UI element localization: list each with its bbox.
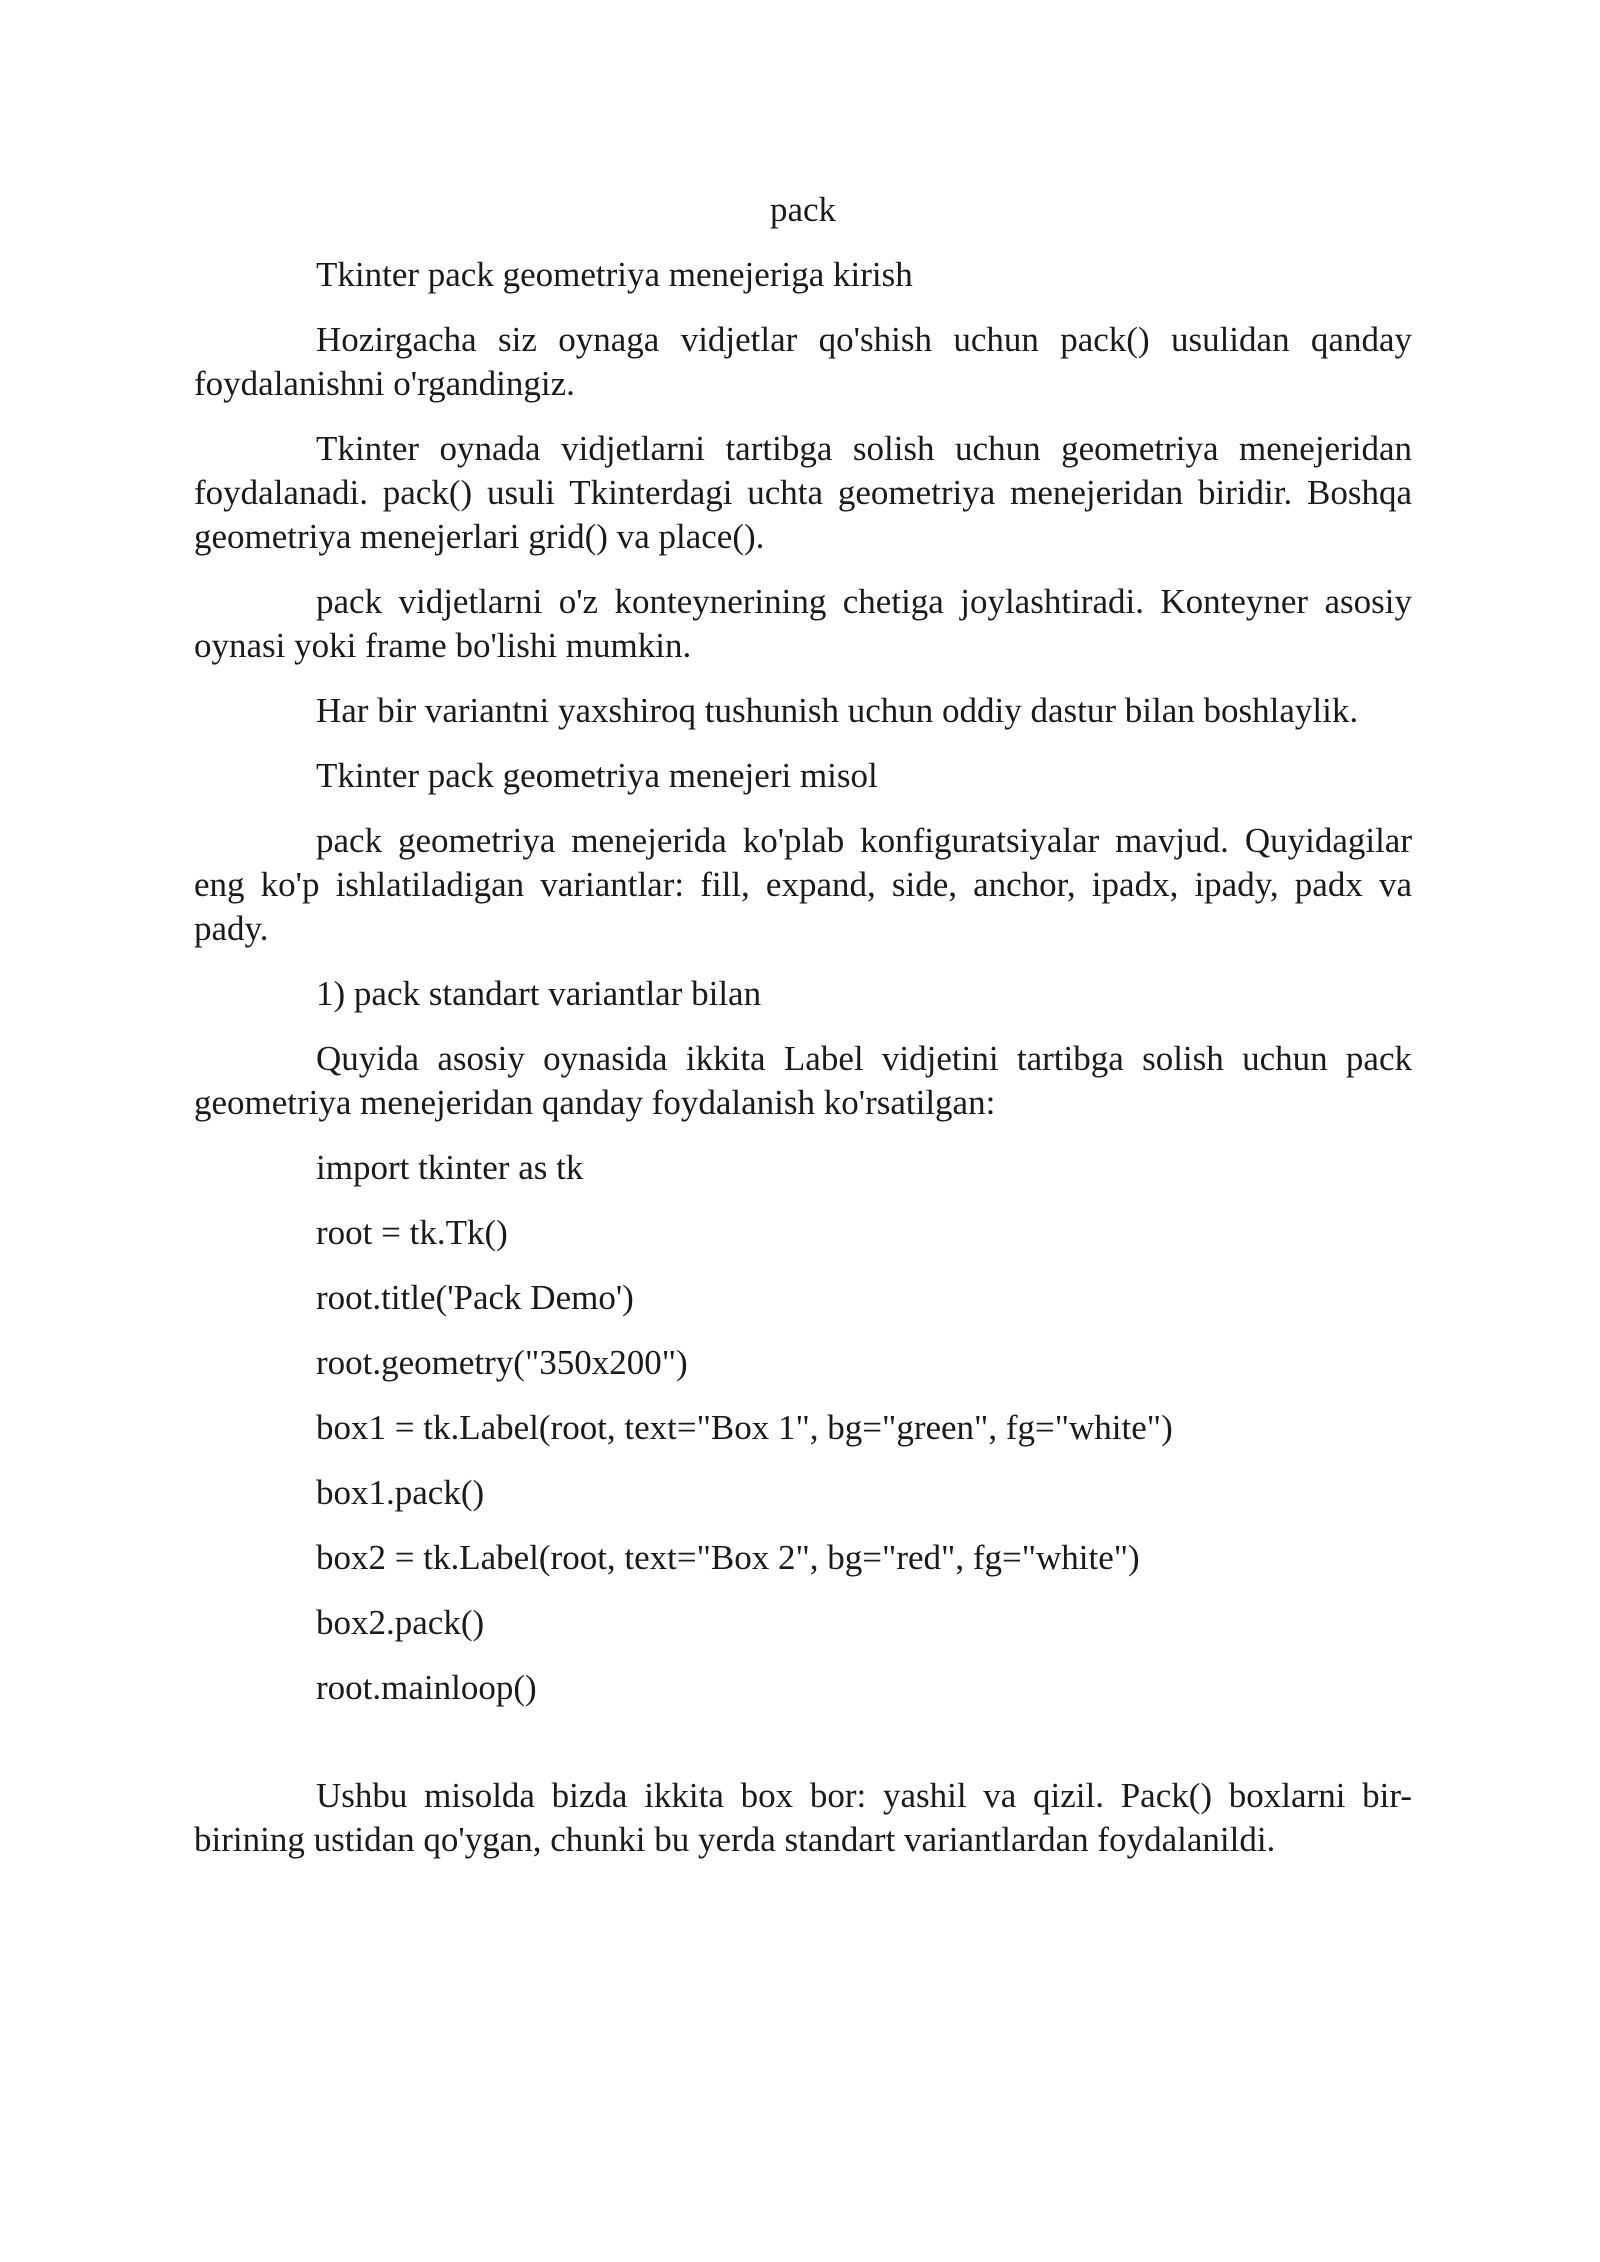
code-line: root = tk.Tk() [316,1213,508,1252]
code-line: box2 = tk.Label(root, text="Box 2", bg="red", fg="white") [316,1538,1140,1577]
document-title: pack [769,190,837,229]
paragraph-5: pack geometriya menejerida ko'plab konfiguratsiyalar mavjud. Quyidagilar eng ko'p ishlatiladigan variantlar: fill, expand, side, anchor, ipadx, ipady, padx va pady. [194,821,1412,948]
section-heading-default-options: 1) pack standart variantlar bilan [316,974,762,1013]
code-line: root.geometry("350x200") [316,1343,688,1382]
section-heading-example: Tkinter pack geometriya menejeri misol [316,756,878,795]
document-page [194,188,1412,1883]
code-line: import tkinter as tk [316,1148,584,1187]
blank-line [194,1731,1412,1774]
paragraph-4: Har bir variantni yaxshiroq tushunish uchun oddiy dastur bilan boshlaylik. [316,691,1359,730]
code-line: box1.pack() [316,1473,485,1512]
paragraph-1: Hozirgacha siz oynaga vidjetlar qo'shish uchun pack() usulidan qanday foydalanishni o'rgandingiz. [194,320,1412,403]
paragraph-6: Quyida asosiy oynasida ikkita Label vidjetini tartibga solish uchun pack geometriya menejeridan qanday foydalanish ko'rsatilgan: [194,1039,1412,1122]
code-line: root.title('Pack Demo') [316,1278,634,1317]
code-block [194,1146,1412,1710]
paragraph-3: pack vidjetlarni o'z konteynerining chetiga joylashtiradi. Konteyner asosiy oynasi yoki frame bo'lishi mumkin. [194,582,1412,665]
paragraph-2: Tkinter oynada vidjetlarni tartibga solish uchun geometriya menejeridan foydalanadi. pack() usuli Tkinterdagi uchta geometriya menejeridan biridir. Boshqa geometriya menejerlari grid() va place(). [194,429,1412,556]
section-heading-intro: Tkinter pack geometriya menejeriga kirish [316,255,913,294]
code-line: box2.pack() [316,1603,485,1642]
paragraph-7: Ushbu misolda bizda ikkita box bor: yashil va qizil. Pack() boxlarni bir-birining ustidan qo'ygan, chunki bu yerda standart variantlardan foydalanildi. [194,1776,1412,1859]
code-line: root.mainloop() [316,1668,537,1707]
code-line: box1 = tk.Label(root, text="Box 1", bg="green", fg="white") [316,1408,1173,1447]
